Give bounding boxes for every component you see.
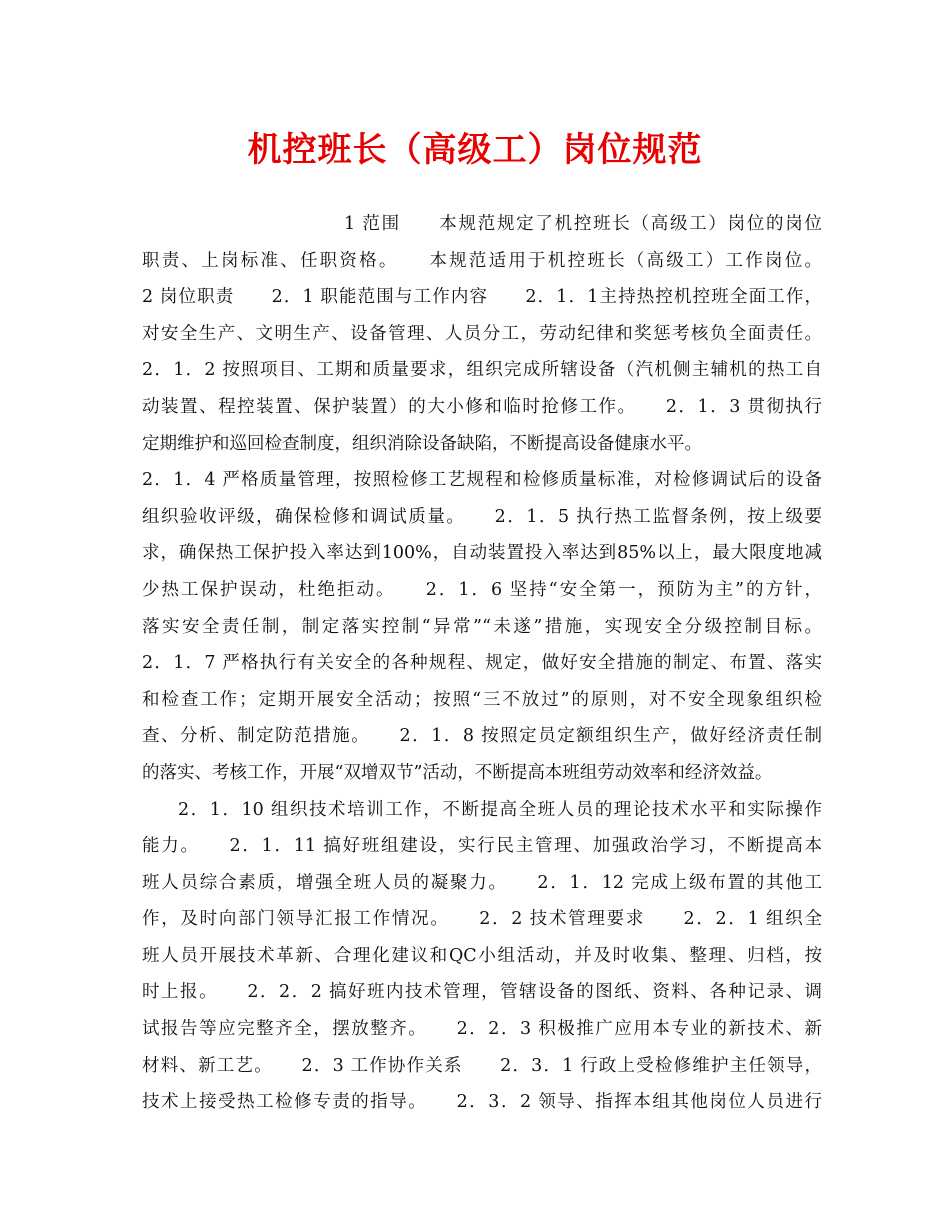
body-line-4: 对安全生产、文明生产、设备管理、人员分工，劳动纪律和奖惩考核负全面责任。: [142, 323, 822, 344]
body-line-13: 2．1．7 严格执行有关安全的各种规程、规定，做好安全措施的制定、布置、落实: [142, 653, 822, 674]
body-line-22: 时上报。 2．2．2 搞好班内技术管理，管辖设备的图纸、资料、各种记录、调: [142, 982, 822, 1003]
body-line-25: 技术上接受热工检修专责的指导。 2．3．2 领导、指挥本组其他岗位人员进行: [142, 1092, 822, 1113]
body-line-12: 落实安全责任制，制定落实控制“异常”“未遂”措施，实现安全分级控制目标。: [142, 616, 822, 637]
body-line-10: 求，确保热工保护投入率达到100%，自动装置投入率达到85%以上，最大限度地减: [142, 543, 822, 564]
body-line-20: 作，及时向部门领导汇报工作情况。 2．2 技术管理要求 2．2．1 组织全: [142, 909, 822, 930]
body-line-3: 2 岗位职责 2．1 职能范围与工作内容 2．1．1主持热控机控班全面工作，: [142, 287, 822, 308]
body-line-1: 1 范围 本规范规定了机控班长（高级工）岗位的岗位: [344, 214, 822, 234]
body-line-5: 2．1．2 按照项目、工期和质量要求，组织完成所辖设备（汽机侧主辅机的热工自: [142, 360, 822, 381]
body-line-14: 和检查工作；定期开展安全活动；按照“三不放过”的原则，对不安全现象组织检: [142, 689, 822, 710]
body-line-21: 班人员开展技术革新、合理化建议和QC小组活动，并及时收集、整理、归档，按: [142, 945, 822, 966]
body-line-9: 组织验收评级，确保检修和调试质量。 2．1．5 执行热工监督条例，按上级要: [142, 506, 822, 527]
body-line-8: 2．1．4 严格质量管理，按照检修工艺规程和检修质量标准，对检修调试后的设备: [142, 470, 822, 491]
body-line-15: 查、分析、制定防范措施。 2．1．8 按照定员定额组织生产，做好经济责任制: [142, 726, 822, 747]
body-line-19: 班人员综合素质，增强全班人员的凝聚力。 2．1．12 完成上级布置的其他工: [142, 872, 822, 893]
body-line-23: 试报告等应完整齐全，摆放整齐。 2．2．3 积极推广应用本专业的新技术、新: [142, 1019, 822, 1040]
body-line-7: 定期维护和巡回检查制度，组织消除设备缺陷，不断提高设备健康水平。: [142, 433, 702, 454]
body-line-2: 职责、上岗标准、任职资格。 本规范适用于机控班长（高级工）工作岗位。: [142, 250, 822, 271]
body-line-24: 材料、新工艺。 2．3 工作协作关系 2．3．1 行政上受检修维护主任领导，: [142, 1055, 822, 1076]
body-line-11: 少热工保护误动，杜绝拒动。 2．1．6 坚持“安全第一，预防为主”的方针，: [142, 579, 822, 600]
body-line-6: 动装置、程控装置、保护装置）的大小修和临时抢修工作。 2．1．3 贯彻执行: [142, 396, 822, 417]
body-line-16: 的落实、考核工作，开展“双增双节”活动，不断提高本班组劳动效率和经济效益。: [142, 762, 773, 783]
document-body: [142, 206, 822, 1121]
body-line-18: 能力。 2．1．11 搞好班组建设，实行民主管理、加强政治学习，不断提高本: [142, 836, 822, 857]
body-line-17: 2．1．10 组织技术培训工作，不断提高全班人员的理论技术水平和实际操作: [178, 799, 822, 820]
document-title: 机控班长（高级工）岗位规范: [247, 130, 703, 170]
